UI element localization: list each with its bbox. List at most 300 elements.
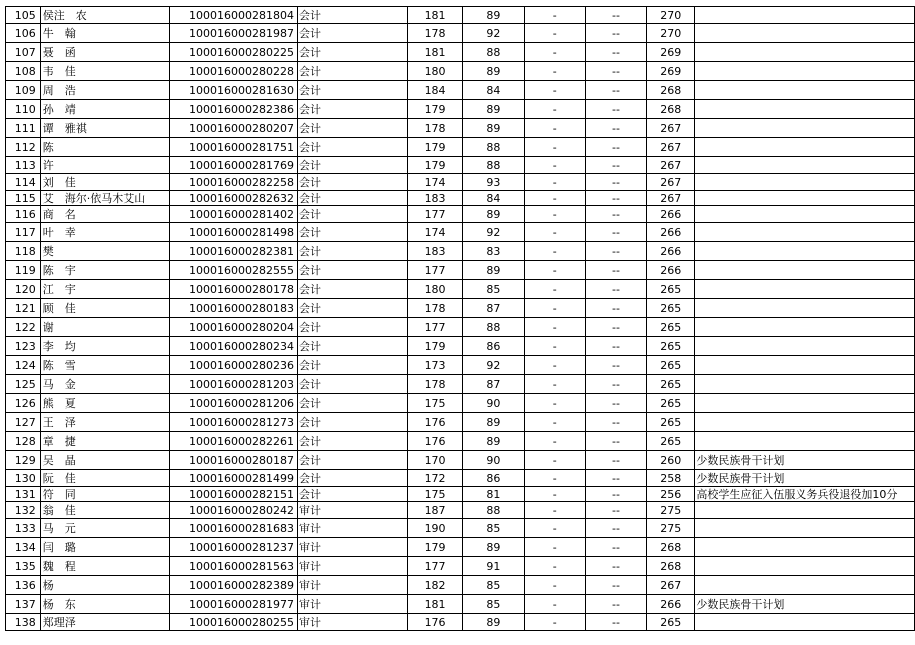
score-1-cell: 177 (408, 318, 463, 337)
score-1-cell: 184 (408, 81, 463, 100)
exam-id-cell: 100016000282261 (170, 432, 298, 451)
total-score-cell: 267 (647, 576, 695, 595)
total-score-cell: 265 (647, 280, 695, 299)
score-3-cell: - (524, 138, 585, 157)
score-2-cell: 83 (463, 242, 525, 261)
rank-cell: 114 (6, 174, 41, 191)
score-2-cell: 89 (463, 119, 525, 138)
name-cell: 江 宇 (40, 280, 169, 299)
score-1-cell: 190 (408, 519, 463, 538)
name-cell: 侯注 农 (40, 7, 169, 24)
rank-cell: 122 (6, 318, 41, 337)
major-cell: 会计 (298, 487, 408, 502)
score-2-cell: 88 (463, 138, 525, 157)
exam-id-cell: 100016000281203 (170, 375, 298, 394)
table-row (6, 280, 915, 299)
score-4-cell: -- (585, 62, 646, 81)
table-row (6, 299, 915, 318)
major-cell: 会计 (298, 432, 408, 451)
score-1-cell: 179 (408, 100, 463, 119)
total-score-cell: 268 (647, 81, 695, 100)
remark-cell (695, 191, 915, 206)
total-score-cell: 265 (647, 318, 695, 337)
score-2-cell: 88 (463, 43, 525, 62)
major-cell: 会计 (298, 81, 408, 100)
total-score-cell: 267 (647, 157, 695, 174)
total-score-cell: 268 (647, 538, 695, 557)
score-1-cell: 175 (408, 394, 463, 413)
score-4-cell: -- (585, 100, 646, 119)
exam-id-cell: 100016000282632 (170, 191, 298, 206)
score-4-cell: -- (585, 261, 646, 280)
remark-cell (695, 206, 915, 223)
rank-cell: 107 (6, 43, 41, 62)
score-4-cell: -- (585, 519, 646, 538)
major-cell: 审计 (298, 576, 408, 595)
rank-cell: 136 (6, 576, 41, 595)
score-3-cell: - (524, 242, 585, 261)
score-4-cell: -- (585, 413, 646, 432)
total-score-cell: 265 (647, 432, 695, 451)
score-1-cell: 176 (408, 614, 463, 631)
score-2-cell: 92 (463, 24, 525, 43)
name-cell: 熊 夏 (40, 394, 169, 413)
score-3-cell: - (524, 487, 585, 502)
remark-cell (695, 318, 915, 337)
exam-id-cell: 100016000281804 (170, 7, 298, 24)
table-row (6, 595, 915, 614)
score-1-cell: 175 (408, 487, 463, 502)
name-cell: 翁 佳 (40, 502, 169, 519)
rank-cell: 115 (6, 191, 41, 206)
score-3-cell: - (524, 432, 585, 451)
score-4-cell: -- (585, 487, 646, 502)
major-cell: 审计 (298, 538, 408, 557)
total-score-cell: 267 (647, 138, 695, 157)
remark-cell (695, 614, 915, 631)
remark-cell (695, 280, 915, 299)
exam-id-cell: 100016000281498 (170, 223, 298, 242)
score-4-cell: -- (585, 7, 646, 24)
name-cell: 顾 佳 (40, 299, 169, 318)
score-2-cell: 90 (463, 451, 525, 470)
score-1-cell: 182 (408, 576, 463, 595)
score-4-cell: -- (585, 299, 646, 318)
score-3-cell: - (524, 299, 585, 318)
remark-cell (695, 337, 915, 356)
score-1-cell: 174 (408, 223, 463, 242)
name-cell: 符 同 (40, 487, 169, 502)
score-1-cell: 179 (408, 157, 463, 174)
table-row (6, 470, 915, 487)
score-4-cell: -- (585, 614, 646, 631)
table-body (6, 7, 915, 631)
total-score-cell: 275 (647, 502, 695, 519)
total-score-cell: 265 (647, 337, 695, 356)
score-2-cell: 89 (463, 413, 525, 432)
exam-id-cell: 100016000282555 (170, 261, 298, 280)
exam-id-cell: 100016000282151 (170, 487, 298, 502)
table-row (6, 206, 915, 223)
rank-cell: 129 (6, 451, 41, 470)
total-score-cell: 266 (647, 261, 695, 280)
major-cell: 会计 (298, 261, 408, 280)
name-cell: 马 金 (40, 375, 169, 394)
total-score-cell: 275 (647, 519, 695, 538)
score-4-cell: -- (585, 557, 646, 576)
score-4-cell: -- (585, 81, 646, 100)
name-cell: 谭 雅祺 (40, 119, 169, 138)
rank-cell: 120 (6, 280, 41, 299)
rank-cell: 119 (6, 261, 41, 280)
rank-cell: 138 (6, 614, 41, 631)
name-cell: 郑理泽 (40, 614, 169, 631)
exam-id-cell: 100016000280225 (170, 43, 298, 62)
rank-cell: 109 (6, 81, 41, 100)
name-cell: 魏 程 (40, 557, 169, 576)
score-2-cell: 85 (463, 519, 525, 538)
name-cell: 吴 晶 (40, 451, 169, 470)
score-3-cell: - (524, 7, 585, 24)
score-4-cell: -- (585, 280, 646, 299)
table-row (6, 557, 915, 576)
remark-cell (695, 502, 915, 519)
exam-id-cell: 100016000280187 (170, 451, 298, 470)
score-4-cell: -- (585, 576, 646, 595)
score-3-cell: - (524, 337, 585, 356)
major-cell: 审计 (298, 595, 408, 614)
rank-cell: 111 (6, 119, 41, 138)
remark-cell (695, 557, 915, 576)
major-cell: 会计 (298, 242, 408, 261)
name-cell: 韦 佳 (40, 62, 169, 81)
major-cell: 会计 (298, 7, 408, 24)
rank-cell: 113 (6, 157, 41, 174)
name-cell: 孙 靖 (40, 100, 169, 119)
remark-cell (695, 223, 915, 242)
major-cell: 会计 (298, 157, 408, 174)
score-4-cell: -- (585, 470, 646, 487)
remark-cell (695, 299, 915, 318)
rank-cell: 137 (6, 595, 41, 614)
remark-cell (695, 576, 915, 595)
table-row (6, 43, 915, 62)
score-2-cell: 88 (463, 157, 525, 174)
major-cell: 会计 (298, 299, 408, 318)
score-2-cell: 88 (463, 318, 525, 337)
score-4-cell: -- (585, 138, 646, 157)
score-3-cell: - (524, 318, 585, 337)
name-cell: 樊 (40, 242, 169, 261)
table-row (6, 519, 915, 538)
score-2-cell: 92 (463, 356, 525, 375)
score-1-cell: 172 (408, 470, 463, 487)
table-row (6, 614, 915, 631)
rank-cell: 135 (6, 557, 41, 576)
exam-id-cell: 100016000282258 (170, 174, 298, 191)
name-cell: 艾 海尔·依马木艾山 (40, 191, 169, 206)
score-4-cell: -- (585, 337, 646, 356)
total-score-cell: 270 (647, 24, 695, 43)
remark-cell (695, 100, 915, 119)
score-2-cell: 89 (463, 206, 525, 223)
table-row (6, 62, 915, 81)
exam-id-cell: 100016000281402 (170, 206, 298, 223)
score-4-cell: -- (585, 538, 646, 557)
exam-id-cell: 100016000281237 (170, 538, 298, 557)
total-score-cell: 265 (647, 413, 695, 432)
major-cell: 会计 (298, 413, 408, 432)
score-2-cell: 89 (463, 100, 525, 119)
score-4-cell: -- (585, 502, 646, 519)
score-4-cell: -- (585, 451, 646, 470)
total-score-cell: 265 (647, 614, 695, 631)
major-cell: 会计 (298, 356, 408, 375)
major-cell: 会计 (298, 119, 408, 138)
exam-id-cell: 100016000280178 (170, 280, 298, 299)
remark-cell (695, 81, 915, 100)
total-score-cell: 267 (647, 174, 695, 191)
remark-cell (695, 7, 915, 24)
score-2-cell: 93 (463, 174, 525, 191)
score-1-cell: 178 (408, 299, 463, 318)
exam-id-cell: 100016000280183 (170, 299, 298, 318)
score-2-cell: 85 (463, 595, 525, 614)
exam-id-cell: 100016000280242 (170, 502, 298, 519)
rank-cell: 105 (6, 7, 41, 24)
score-3-cell: - (524, 206, 585, 223)
rank-cell: 121 (6, 299, 41, 318)
table-row (6, 432, 915, 451)
name-cell: 叶 幸 (40, 223, 169, 242)
major-cell: 审计 (298, 614, 408, 631)
exam-id-cell: 100016000281987 (170, 24, 298, 43)
remark-cell (695, 119, 915, 138)
name-cell: 商 名 (40, 206, 169, 223)
score-4-cell: -- (585, 223, 646, 242)
score-1-cell: 181 (408, 595, 463, 614)
score-3-cell: - (524, 519, 585, 538)
total-score-cell: 266 (647, 206, 695, 223)
score-3-cell: - (524, 43, 585, 62)
score-1-cell: 181 (408, 43, 463, 62)
table-row (6, 318, 915, 337)
score-1-cell: 176 (408, 413, 463, 432)
exam-id-cell: 100016000280207 (170, 119, 298, 138)
total-score-cell: 268 (647, 557, 695, 576)
score-1-cell: 178 (408, 119, 463, 138)
score-3-cell: - (524, 470, 585, 487)
score-2-cell: 89 (463, 62, 525, 81)
exam-id-cell: 100016000281769 (170, 157, 298, 174)
rank-cell: 123 (6, 337, 41, 356)
table-row (6, 502, 915, 519)
remark-cell: 少数民族骨干计划 (695, 595, 915, 614)
score-4-cell: -- (585, 24, 646, 43)
score-3-cell: - (524, 62, 585, 81)
score-2-cell: 85 (463, 280, 525, 299)
score-1-cell: 176 (408, 432, 463, 451)
major-cell: 会计 (298, 280, 408, 299)
name-cell: 陈 宇 (40, 261, 169, 280)
name-cell: 闫 璐 (40, 538, 169, 557)
score-1-cell: 170 (408, 451, 463, 470)
score-2-cell: 84 (463, 81, 525, 100)
score-3-cell: - (524, 223, 585, 242)
table-row (6, 576, 915, 595)
major-cell: 会计 (298, 451, 408, 470)
remark-cell (695, 432, 915, 451)
score-1-cell: 180 (408, 62, 463, 81)
name-cell: 阮 佳 (40, 470, 169, 487)
table-row (6, 375, 915, 394)
major-cell: 会计 (298, 223, 408, 242)
total-score-cell: 265 (647, 299, 695, 318)
score-2-cell: 89 (463, 614, 525, 631)
score-4-cell: -- (585, 119, 646, 138)
exam-id-cell: 100016000280236 (170, 356, 298, 375)
total-score-cell: 270 (647, 7, 695, 24)
rank-cell: 106 (6, 24, 41, 43)
total-score-cell: 266 (647, 223, 695, 242)
exam-id-cell: 100016000281206 (170, 394, 298, 413)
table-row (6, 413, 915, 432)
major-cell: 会计 (298, 470, 408, 487)
remark-cell (695, 356, 915, 375)
exam-id-cell: 100016000281630 (170, 81, 298, 100)
total-score-cell: 260 (647, 451, 695, 470)
table-row (6, 119, 915, 138)
remark-cell (695, 538, 915, 557)
remark-cell (695, 43, 915, 62)
score-2-cell: 89 (463, 7, 525, 24)
table-row (6, 191, 915, 206)
table-row (6, 261, 915, 280)
score-4-cell: -- (585, 206, 646, 223)
score-4-cell: -- (585, 595, 646, 614)
score-3-cell: - (524, 451, 585, 470)
major-cell: 会计 (298, 337, 408, 356)
remark-cell (695, 375, 915, 394)
score-3-cell: - (524, 191, 585, 206)
score-4-cell: -- (585, 432, 646, 451)
score-4-cell: -- (585, 356, 646, 375)
score-2-cell: 90 (463, 394, 525, 413)
exam-id-cell: 100016000281751 (170, 138, 298, 157)
exam-id-cell: 100016000280204 (170, 318, 298, 337)
score-2-cell: 85 (463, 576, 525, 595)
name-cell: 周 浩 (40, 81, 169, 100)
table-row (6, 100, 915, 119)
score-2-cell: 89 (463, 432, 525, 451)
rank-cell: 131 (6, 487, 41, 502)
score-1-cell: 177 (408, 557, 463, 576)
score-3-cell: - (524, 157, 585, 174)
total-score-cell: 266 (647, 242, 695, 261)
rank-cell: 134 (6, 538, 41, 557)
major-cell: 会计 (298, 62, 408, 81)
score-3-cell: - (524, 502, 585, 519)
score-2-cell: 92 (463, 223, 525, 242)
score-3-cell: - (524, 375, 585, 394)
score-3-cell: - (524, 413, 585, 432)
major-cell: 会计 (298, 24, 408, 43)
exam-id-cell: 100016000282386 (170, 100, 298, 119)
table-row (6, 24, 915, 43)
score-3-cell: - (524, 614, 585, 631)
score-4-cell: -- (585, 242, 646, 261)
score-4-cell: -- (585, 318, 646, 337)
remark-cell (695, 24, 915, 43)
score-3-cell: - (524, 174, 585, 191)
remark-cell (695, 519, 915, 538)
name-cell: 杨 (40, 576, 169, 595)
score-2-cell: 89 (463, 261, 525, 280)
score-3-cell: - (524, 538, 585, 557)
name-cell: 陈 雪 (40, 356, 169, 375)
exam-id-cell: 100016000281977 (170, 595, 298, 614)
remark-cell (695, 157, 915, 174)
table-row (6, 538, 915, 557)
score-1-cell: 181 (408, 7, 463, 24)
score-2-cell: 86 (463, 470, 525, 487)
score-3-cell: - (524, 24, 585, 43)
rank-cell: 110 (6, 100, 41, 119)
remark-cell: 少数民族骨干计划 (695, 451, 915, 470)
rank-cell: 133 (6, 519, 41, 538)
score-1-cell: 183 (408, 242, 463, 261)
name-cell: 许 (40, 157, 169, 174)
rank-cell: 117 (6, 223, 41, 242)
score-1-cell: 178 (408, 375, 463, 394)
exam-id-cell: 100016000281563 (170, 557, 298, 576)
rank-cell: 118 (6, 242, 41, 261)
major-cell: 会计 (298, 394, 408, 413)
exam-id-cell: 100016000281273 (170, 413, 298, 432)
major-cell: 审计 (298, 519, 408, 538)
score-1-cell: 179 (408, 337, 463, 356)
score-3-cell: - (524, 595, 585, 614)
rank-cell: 128 (6, 432, 41, 451)
score-4-cell: -- (585, 191, 646, 206)
score-1-cell: 183 (408, 191, 463, 206)
exam-id-cell: 100016000280228 (170, 62, 298, 81)
score-1-cell: 177 (408, 261, 463, 280)
major-cell: 会计 (298, 174, 408, 191)
rank-cell: 116 (6, 206, 41, 223)
remark-cell (695, 261, 915, 280)
score-1-cell: 179 (408, 138, 463, 157)
score-3-cell: - (524, 280, 585, 299)
score-3-cell: - (524, 576, 585, 595)
table-row (6, 337, 915, 356)
score-4-cell: -- (585, 43, 646, 62)
exam-id-cell: 100016000281499 (170, 470, 298, 487)
table-row (6, 223, 915, 242)
score-2-cell: 84 (463, 191, 525, 206)
major-cell: 会计 (298, 43, 408, 62)
table-row (6, 356, 915, 375)
score-4-cell: -- (585, 375, 646, 394)
score-3-cell: - (524, 100, 585, 119)
score-3-cell: - (524, 356, 585, 375)
score-1-cell: 187 (408, 502, 463, 519)
total-score-cell: 269 (647, 62, 695, 81)
rank-cell: 124 (6, 356, 41, 375)
remark-cell (695, 394, 915, 413)
total-score-cell: 267 (647, 119, 695, 138)
rank-cell: 108 (6, 62, 41, 81)
